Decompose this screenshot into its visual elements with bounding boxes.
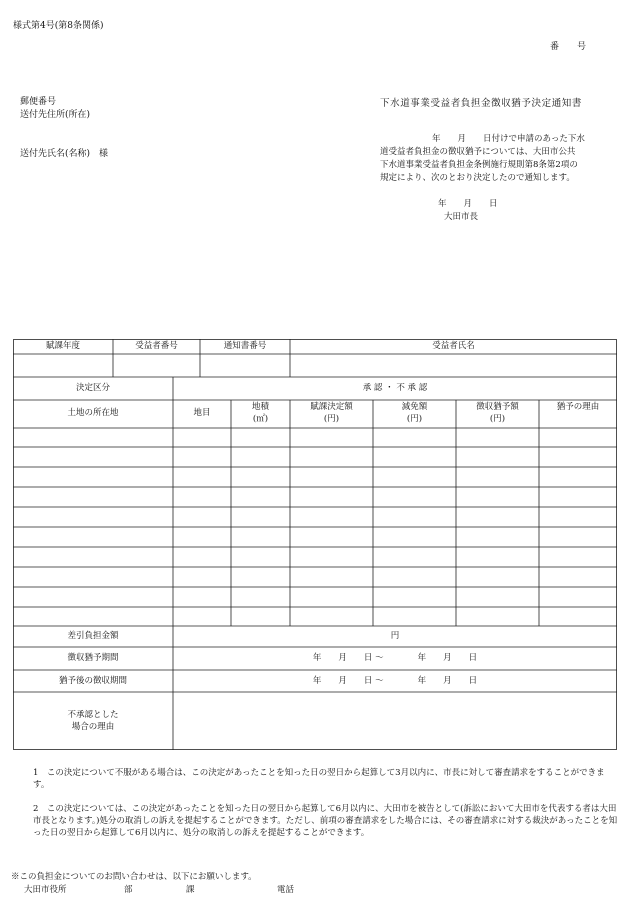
contact-office: 大田市役所	[24, 885, 67, 895]
intro-line-2: 道受益者負担金の徴収猶予については、大田市公共	[380, 147, 576, 157]
intro-line-4: 規定により、次のとおり決定したので通知します。	[380, 173, 575, 183]
recipient-label: 送付先氏名(名称) 様	[20, 149, 109, 159]
land-category-header: 地目	[193, 408, 211, 418]
beneficiary-no-header: 受益者番号	[135, 341, 178, 351]
net-amount-label: 差引負担金額	[67, 631, 119, 641]
contact-dept: 部	[124, 885, 133, 895]
intro-line-1: 年 月 日付けで申請のあった下水	[432, 134, 585, 144]
land-location-header: 土地の所在地	[67, 408, 119, 418]
note-1: 1 この決定について不服がある場合は、この決定があったことを知った日の翌日から起算して3月以内に、市長に対して審査請求をすることができます。	[33, 768, 605, 790]
mayor: 大田市長	[444, 212, 479, 222]
assessed-yen-unit: (円)	[323, 414, 340, 424]
deferral-reason-header: 猶予の理由	[556, 402, 600, 412]
postal-code-label: 郵便番号	[20, 97, 57, 107]
fiscal-year-header: 賦課年度	[45, 341, 80, 351]
form-label: 様式第4号(第8条関係)	[13, 21, 104, 31]
decision-options: 承 認 ・ 不 承 認	[362, 383, 428, 393]
reduction-yen-unit: (円)	[406, 414, 423, 424]
decision-category-label: 決定区分	[75, 383, 110, 393]
note-2: 2 この決定については、この決定があったことを知った日の翌日から起算して6月以内に、大田市を被告として(訴訟において大田市を代表する者は大田市長となります。)処分の取消しの訴えを提起することができます。ただし、前項の審査請求をした場合には、その審査請求に対する裁決があったことを知った日の翌日から起算して6月以内に、処分の取消しの訴えを提起することができます。	[33, 804, 618, 838]
issue-date: 年 月 日	[438, 199, 498, 209]
contact-note: ※この負担金についてのお問い合わせは、以下にお願いします。	[11, 872, 257, 882]
contact-phone: 電話	[277, 885, 295, 895]
deferral-period-label: 徴収猶予期間	[67, 653, 119, 663]
deferred-amount-header: 徴収猶予額	[476, 402, 519, 412]
rejection-reason-label-1: 不承認とした	[67, 710, 119, 720]
deferred-yen-unit: (円)	[489, 414, 506, 424]
doc-title: 下水道事業受益者負担金徴収猶予決定通知書	[380, 98, 583, 109]
notice-no-header: 通知書番号	[223, 341, 267, 351]
deferral-period-value: 年 月 日 ～ 年 月 日	[312, 653, 478, 663]
deferral-table	[13, 339, 617, 750]
table-grid-lines	[13, 339, 617, 750]
beneficiary-name-header: 受益者氏名	[432, 341, 475, 351]
address-label: 送付先住所(所在)	[20, 110, 91, 120]
contact-section: 課	[186, 885, 195, 895]
intro-line-3: 下水道事業受益者負担金条例施行規則第8条第2項の	[380, 160, 578, 170]
post-deferral-period-value: 年 月 日 ～ 年 月 日	[312, 676, 478, 686]
net-amount-yen: 円	[390, 631, 400, 641]
number-label: 番 号	[550, 42, 587, 52]
area-unit: (㎡)	[252, 414, 269, 424]
post-deferral-period-label: 猶予後の徴収期間	[58, 676, 127, 686]
rejection-reason-label-2: 場合の理由	[71, 722, 115, 732]
assessed-amount-header: 賦課決定額	[310, 402, 353, 412]
reduction-amount-header: 減免額	[401, 402, 428, 412]
area-header: 地積	[251, 402, 269, 412]
